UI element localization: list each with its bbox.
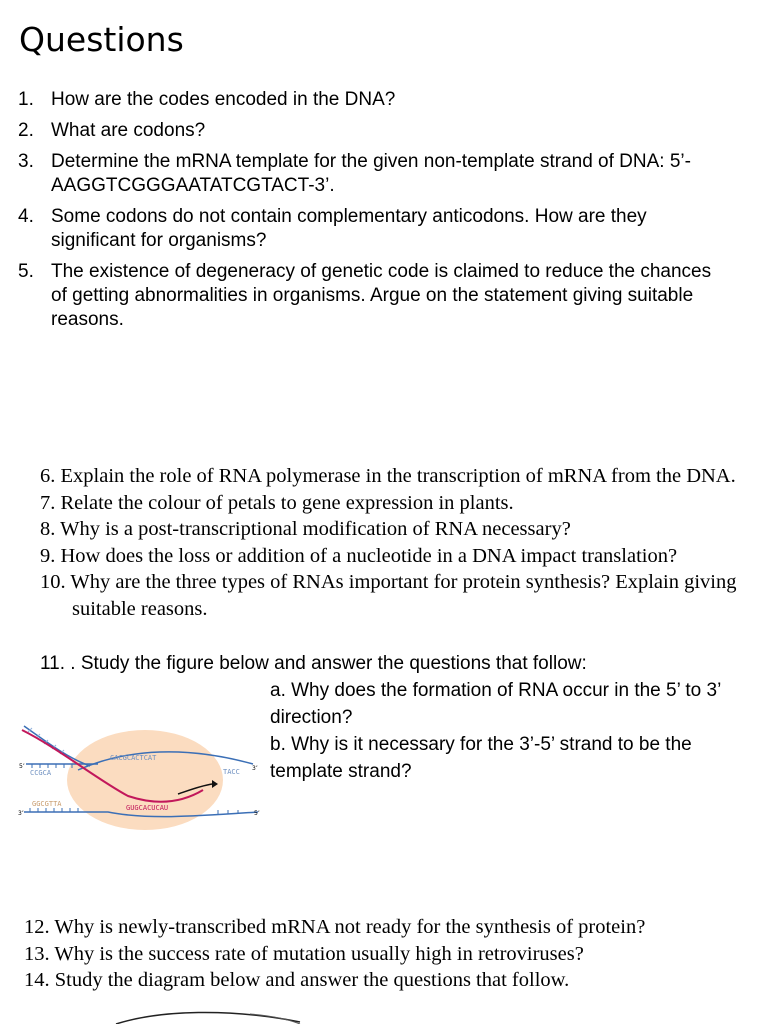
- question-text: The existence of degeneracy of genetic code is claimed to reduce the chances of getting abnormalities in organisms. Argue on the statement giving suitable reasons.: [51, 261, 712, 330]
- question-item: 10. Why are the three types of RNAs important for protein synthesis? Explain giving suitable reasons.: [40, 571, 737, 620]
- question-text: Determine the mRNA template for the given non-template strand of DNA: 5’- AAGGTCGGGAATATCGTACT-3’.: [51, 151, 691, 196]
- question-item: [18, 88, 718, 112]
- question-item: [18, 150, 718, 198]
- question-item: [18, 205, 718, 253]
- question-item: 7. Relate the colour of petals to gene expression in plants.: [40, 491, 514, 514]
- question-list-1-5: [18, 88, 718, 339]
- prime-3-right-label: 3’: [252, 765, 258, 772]
- question-item: 13. Why is the success rate of mutation usually high in retroviruses?: [24, 942, 584, 965]
- page-title: Questions: [19, 20, 184, 59]
- question-list-12-14: [24, 914, 744, 994]
- question-item: 9. How does the loss or addition of a nucleotide in a DNA impact translation?: [40, 544, 678, 567]
- dna-right-label: TACC: [223, 768, 240, 776]
- question-number: 1.: [18, 89, 34, 110]
- prime-5-right-label: 5’: [254, 810, 260, 817]
- question-item: [18, 260, 718, 332]
- prime-3-left-label: 3’: [18, 810, 24, 817]
- transcription-figure: [18, 718, 263, 850]
- question-item: [18, 119, 718, 143]
- question-number: 4.: [18, 206, 34, 227]
- question-item: 8. Why is a post-transcriptional modification of RNA necessary?: [40, 518, 571, 541]
- rna-label: GUGCACUCAU: [126, 804, 169, 812]
- prime-5-left-label: 5’: [19, 763, 25, 770]
- question-11-parts: [270, 677, 750, 785]
- question-text: How are the codes encoded in the DNA?: [51, 89, 396, 110]
- question-text: Some codons do not contain complementary anticodons. How are they significant for organisms?: [51, 206, 647, 251]
- dna-bottom-label: GGCGTTA: [32, 800, 62, 808]
- question-item: 14. Study the diagram below and answer the questions that follow.: [24, 969, 570, 992]
- question-list-6-10: [40, 463, 745, 623]
- question-number: 3.: [18, 151, 34, 172]
- diagram-arc: [116, 1012, 300, 1024]
- question-number: 2.: [18, 120, 34, 141]
- dna-left-top-label: CCGCA: [30, 769, 52, 777]
- question-11: 11. . Study the figure below and answer the questions that follow:: [40, 653, 587, 674]
- sub-question-b: b. Why is it necessary for the 3’-5’ strand to be the template strand?: [270, 734, 692, 782]
- question-text: What are codons?: [51, 120, 206, 141]
- cutoff-diagram: [100, 1000, 340, 1024]
- question-number: 5.: [18, 261, 34, 282]
- question-item: 12. Why is newly-transcribed mRNA not ready for the synthesis of protein?: [24, 916, 646, 938]
- question-item: 6. Explain the role of RNA polymerase in the transcription of mRNA from the DNA.: [40, 465, 736, 487]
- sub-question-a: a. Why does the formation of RNA occur in the 5’ to 3’ direction?: [270, 680, 721, 728]
- dna-template-label: CACGCACTCAT: [110, 754, 157, 762]
